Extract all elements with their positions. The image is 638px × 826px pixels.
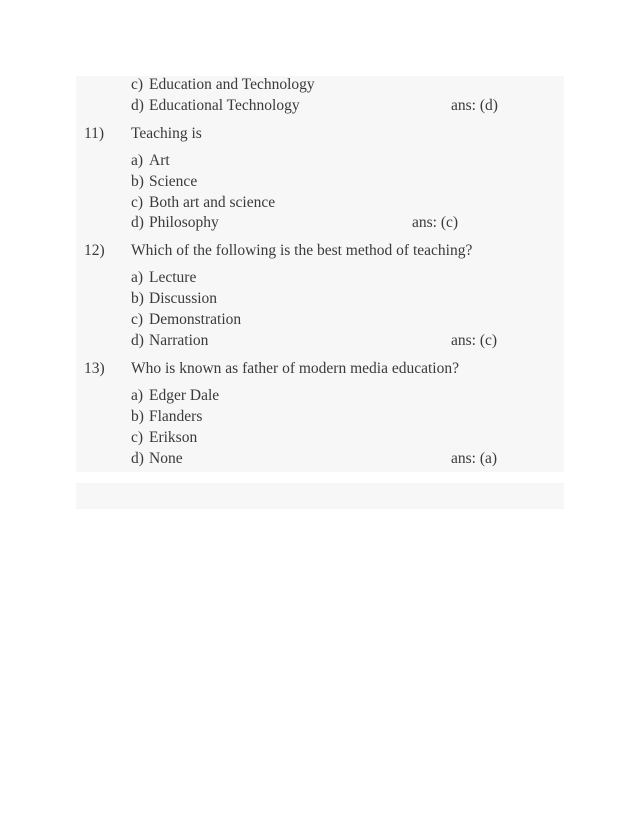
option-b: b) Discussion bbox=[131, 290, 218, 307]
answer-label: ans: (c) bbox=[412, 214, 459, 231]
option-b: b) Flanders bbox=[131, 408, 203, 425]
option-c: c) Demonstration bbox=[131, 311, 242, 328]
question-text: Who is known as father of modern media education? bbox=[131, 360, 459, 377]
option-c: c) Education and Technology bbox=[131, 76, 315, 93]
question-number: 11) bbox=[84, 125, 105, 142]
option-d: d) Educational Technology bbox=[131, 97, 300, 114]
answer-label: ans: (d) bbox=[451, 97, 498, 114]
option-b: b) Science bbox=[131, 173, 198, 190]
question-number: 13) bbox=[84, 360, 105, 377]
option-c: c) Erikson bbox=[131, 429, 198, 446]
question-number: 12) bbox=[84, 242, 105, 259]
option-d: d) None bbox=[131, 450, 183, 467]
question-text: Which of the following is the best method of teaching? bbox=[131, 242, 473, 259]
option-c: c) Both art and science bbox=[131, 194, 276, 211]
option-d: d) Narration bbox=[131, 332, 209, 349]
option-d: d) Philosophy bbox=[131, 214, 219, 231]
option-a: a) Art bbox=[131, 152, 170, 169]
question-text: Teaching is bbox=[131, 125, 202, 142]
option-a: a) Lecture bbox=[131, 269, 197, 286]
answer-label: ans: (a) bbox=[451, 450, 498, 467]
answer-label: ans: (c) bbox=[451, 332, 498, 349]
option-a: a) Edger Dale bbox=[131, 387, 220, 404]
footer-panel bbox=[76, 483, 564, 509]
